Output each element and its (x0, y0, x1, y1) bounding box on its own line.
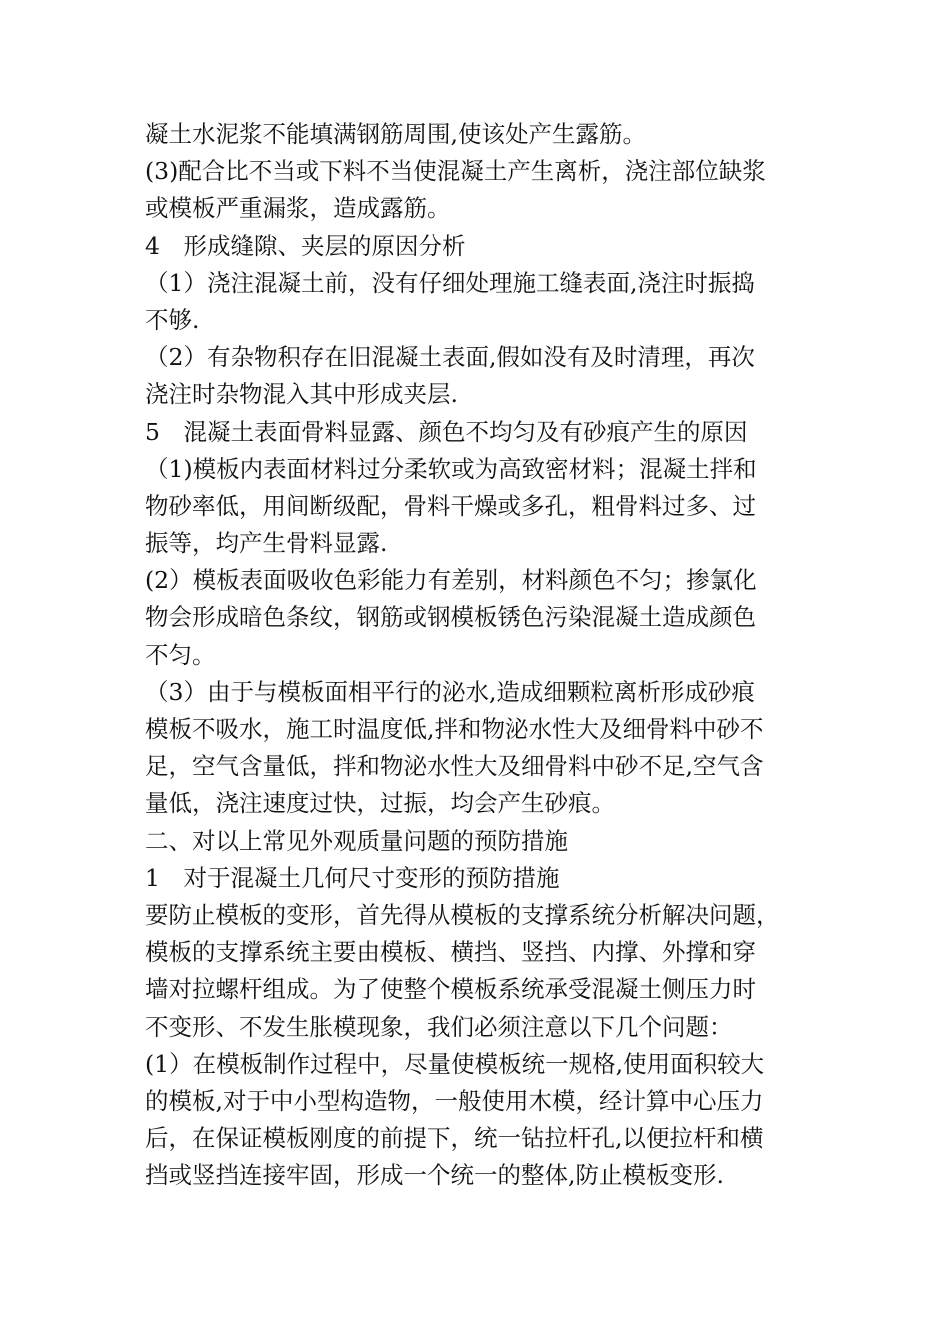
paragraph-line: 凝土水泥浆不能填满钢筋周围,使该处产生露筋。 (145, 120, 646, 148)
paragraph-line: 要防止模板的变形，首先得从模板的支撑系统分析解决问题， (145, 900, 780, 929)
paragraph-line: （3）由于与模板面相平行的泌水,造成细颗粒离析形成砂痕 (145, 677, 755, 706)
paragraph-line: (2）模板表面吸收色彩能力有差别，材料颜色不匀；掺氯化 (145, 566, 757, 595)
section-heading: 1 对于混凝土几何尺寸变形的预防措施 (145, 863, 560, 892)
paragraph-line: 挡或竖挡连接牢固，形成一个统一的整体,防止模板变形. (145, 1161, 724, 1190)
paragraph-line: 不够. (145, 305, 200, 334)
paragraph-line: 模板的支撑系统主要由模板、横挡、竖挡、内撑、外撑和穿 (145, 938, 756, 967)
paragraph-line: 振等，均产生骨料显露. (145, 529, 388, 558)
paragraph-line: 浇注时杂物混入其中形成夹层. (145, 380, 458, 409)
paragraph-line: 模板不吸水，施工时温度低,拌和物泌水性大及细骨料中砂不 (145, 715, 764, 743)
paragraph-line: 的模板,对于中小型构造物，一般使用木模，经计算中心压力 (145, 1086, 764, 1115)
paragraph-line: （2）有杂物积存在旧混凝土表面,假如没有及时清理，再次 (145, 343, 755, 372)
paragraph-line: 量低，浇注速度过快，过振，均会产生砂痕。 (145, 789, 615, 818)
paragraph-line: 物会形成暗色条纹，钢筋或钢模板锈色污染混凝土造成颜色 (145, 603, 756, 632)
document-body (145, 116, 805, 1194)
section-heading: 4 形成缝隙、夹层的原因分析 (145, 231, 466, 260)
chapter-heading: 二、对以上常见外观质量问题的预防措施 (145, 826, 568, 855)
paragraph-line: (3)配合比不当或下料不当使混凝土产生离析，浇注部位缺浆 (145, 157, 766, 186)
paragraph-line: (1）在模板制作过程中，尽量使模板统一规格,使用面积较大 (145, 1049, 765, 1078)
paragraph-line: 物砂率低，用间断级配，骨料干燥或多孔，粗骨料过多、过 (145, 491, 756, 520)
paragraph-line: 不变形、不发生胀模现象，我们必须注意以下几个问题： (145, 1012, 733, 1041)
paragraph-line: 不匀。 (145, 640, 216, 669)
paragraph-line: 或模板严重漏浆，造成露筋。 (145, 194, 451, 223)
paragraph-line: （1）浇注混凝土前，没有仔细处理施工缝表面,浇注时振捣 (145, 268, 755, 297)
paragraph-line: 墙对拉螺杆组成。为了使整个模板系统承受混凝土侧压力时 (145, 975, 756, 1004)
paragraph-line: （1)模板内表面材料过分柔软或为高致密材料；混凝土拌和 (145, 454, 757, 483)
paragraph-line: 后，在保证模板刚度的前提下，统一钻拉杆孔,以便拉杆和横 (145, 1124, 764, 1153)
paragraph-line: 足，空气含量低，拌和物泌水性大及细骨料中砂不足,空气含 (145, 752, 764, 781)
section-heading: 5 混凝土表面骨料显露、颜色不均匀及有砂痕产生的原因 (145, 417, 748, 446)
